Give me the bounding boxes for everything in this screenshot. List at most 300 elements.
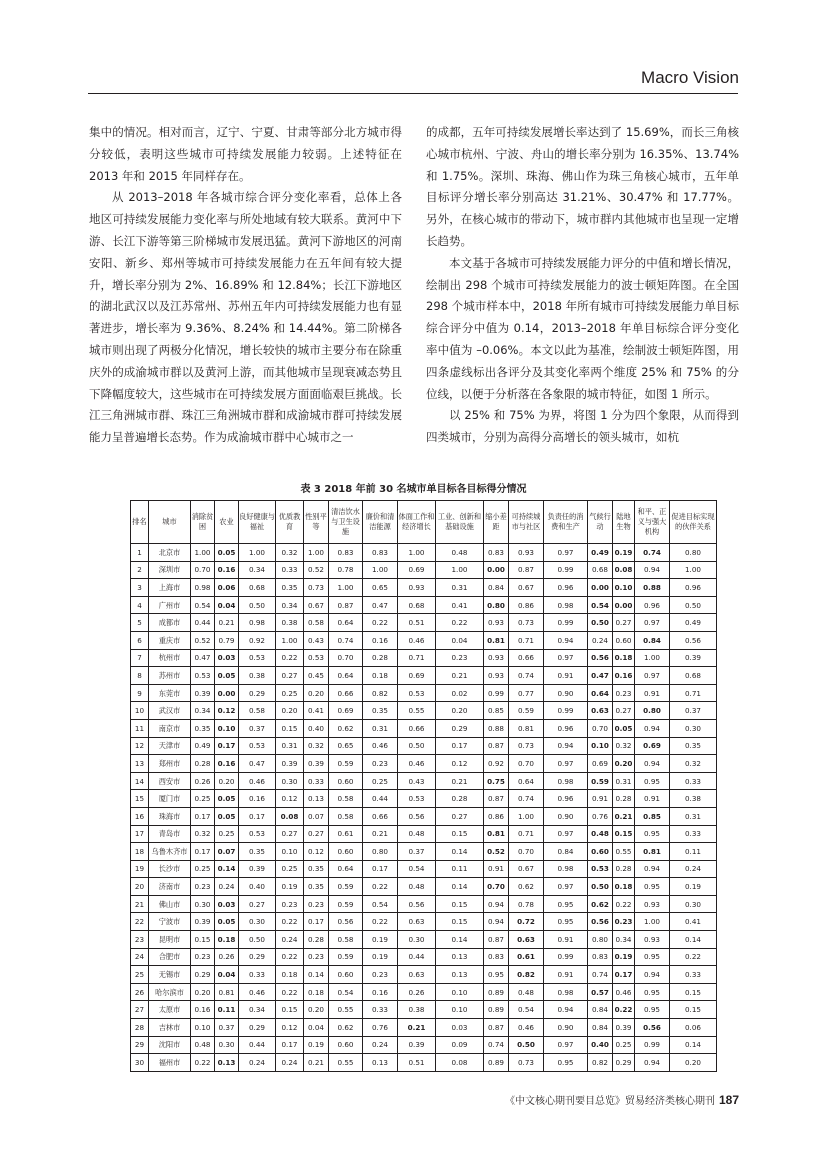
- score-cell: 0.51: [398, 614, 436, 632]
- rank-cell: 9: [131, 684, 149, 702]
- column-header: 城市: [149, 501, 191, 544]
- score-cell: 0.27: [276, 825, 304, 843]
- score-cell: 0.95: [635, 948, 670, 966]
- score-cell: 0.19: [304, 1036, 329, 1054]
- score-cell: 0.10: [613, 579, 635, 597]
- score-cell: 0.22: [363, 614, 398, 632]
- city-cell: 深圳市: [149, 561, 191, 579]
- table-row: [131, 631, 717, 649]
- score-cell: 0.84: [588, 1019, 613, 1037]
- score-cell: 0.61: [509, 948, 544, 966]
- city-cell: 杭州市: [149, 649, 191, 667]
- score-cell: 0.97: [544, 649, 588, 667]
- score-cell: 0.34: [276, 596, 304, 614]
- score-cell: 0.10: [588, 737, 613, 755]
- score-cell: 0.17: [436, 737, 484, 755]
- score-cell: 0.98: [544, 596, 588, 614]
- rank-cell: 1: [131, 544, 149, 562]
- score-cell: 0.05: [215, 544, 239, 562]
- rank-cell: 28: [131, 1019, 149, 1037]
- score-cell: 0.83: [484, 948, 509, 966]
- table-row: [131, 807, 717, 825]
- table-row: [131, 755, 717, 773]
- score-cell: 0.44: [239, 1036, 276, 1054]
- score-cell: 0.48: [588, 825, 613, 843]
- score-cell: 0.60: [613, 631, 635, 649]
- score-cell: 0.06: [215, 579, 239, 597]
- score-cell: 0.33: [304, 772, 329, 790]
- score-cell: 0.55: [398, 702, 436, 720]
- score-cell: 0.93: [398, 579, 436, 597]
- score-cell: 0.97: [635, 667, 670, 685]
- score-cell: 0.66: [509, 649, 544, 667]
- score-cell: 0.25: [613, 1036, 635, 1054]
- rank-cell: 13: [131, 755, 149, 773]
- score-cell: 0.81: [215, 983, 239, 1001]
- score-cell: 0.94: [635, 860, 670, 878]
- score-cell: 0.31: [276, 737, 304, 755]
- score-cell: 0.30: [398, 931, 436, 949]
- score-cell: 0.99: [484, 684, 509, 702]
- score-cell: 0.38: [239, 667, 276, 685]
- score-cell: 0.15: [191, 931, 215, 949]
- table-row: [131, 843, 717, 861]
- score-cell: 0.94: [484, 895, 509, 913]
- score-cell: 0.95: [635, 983, 670, 1001]
- table-row: [131, 860, 717, 878]
- score-cell: 0.46: [363, 737, 398, 755]
- table-row: [131, 667, 717, 685]
- column-header: 陆地生物: [613, 501, 635, 544]
- score-cell: 0.24: [276, 931, 304, 949]
- score-cell: 0.87: [484, 931, 509, 949]
- score-cell: 0.29: [191, 966, 215, 984]
- score-cell: 0.93: [484, 649, 509, 667]
- city-cell: 上海市: [149, 579, 191, 597]
- score-cell: 0.91: [588, 790, 613, 808]
- score-cell: 0.22: [436, 614, 484, 632]
- score-cell: 0.16: [363, 983, 398, 1001]
- score-cell: 0.48: [398, 878, 436, 896]
- score-cell: 0.25: [215, 825, 239, 843]
- score-cell: 0.11: [215, 1001, 239, 1019]
- score-cell: 0.59: [329, 948, 363, 966]
- score-cell: 0.14: [436, 931, 484, 949]
- rank-cell: 18: [131, 843, 149, 861]
- score-cell: 0.92: [239, 631, 276, 649]
- score-cell: 0.39: [398, 1036, 436, 1054]
- score-cell: 0.68: [398, 596, 436, 614]
- score-cell: 0.38: [398, 1001, 436, 1019]
- score-cell: 0.46: [613, 983, 635, 1001]
- table-row: [131, 966, 717, 984]
- score-cell: 0.25: [276, 684, 304, 702]
- score-cell: 0.68: [588, 561, 613, 579]
- rank-cell: 12: [131, 737, 149, 755]
- score-cell: 0.67: [509, 579, 544, 597]
- left-text-column: [89, 122, 402, 449]
- score-cell: 0.26: [191, 772, 215, 790]
- column-header: 良好健康与福祉: [239, 501, 276, 544]
- city-cell: 福州市: [149, 1054, 191, 1072]
- score-cell: 0.25: [276, 860, 304, 878]
- score-cell: 0.85: [484, 702, 509, 720]
- table-row: [131, 790, 717, 808]
- score-cell: 0.91: [484, 860, 509, 878]
- score-cell: 0.98: [191, 579, 215, 597]
- score-cell: 0.14: [436, 843, 484, 861]
- column-header: 排名: [131, 501, 149, 544]
- score-cell: 0.17: [215, 737, 239, 755]
- score-cell: 0.50: [239, 931, 276, 949]
- rank-cell: 5: [131, 614, 149, 632]
- score-cell: 0.02: [436, 684, 484, 702]
- score-cell: 0.60: [329, 966, 363, 984]
- score-cell: 0.60: [329, 1036, 363, 1054]
- score-cell: 0.30: [239, 913, 276, 931]
- score-cell: 0.69: [329, 702, 363, 720]
- score-cell: 0.28: [304, 931, 329, 949]
- table-body: [131, 544, 717, 1072]
- table-row: [131, 544, 717, 562]
- score-cell: 0.95: [484, 966, 509, 984]
- score-cell: 0.71: [670, 684, 717, 702]
- score-cell: 0.59: [329, 878, 363, 896]
- score-cell: 0.27: [304, 825, 329, 843]
- score-cell: 0.87: [509, 561, 544, 579]
- score-cell: 0.84: [635, 631, 670, 649]
- score-cell: 0.29: [613, 1054, 635, 1072]
- score-cell: 0.59: [509, 702, 544, 720]
- rank-cell: 27: [131, 1001, 149, 1019]
- table-row: [131, 614, 717, 632]
- score-cell: 0.28: [363, 649, 398, 667]
- score-cell: 0.55: [329, 1054, 363, 1072]
- score-cell: 0.58: [304, 614, 329, 632]
- score-cell: 0.83: [588, 948, 613, 966]
- score-cell: 0.15: [436, 825, 484, 843]
- score-cell: 0.98: [544, 772, 588, 790]
- score-cell: 0.13: [304, 790, 329, 808]
- score-cell: 0.21: [304, 1054, 329, 1072]
- score-cell: 0.74: [635, 544, 670, 562]
- score-cell: 0.66: [398, 719, 436, 737]
- score-cell: 0.98: [544, 860, 588, 878]
- city-cell: 北京市: [149, 544, 191, 562]
- column-header: 性别平等: [304, 501, 329, 544]
- table-row: [131, 596, 717, 614]
- table-row: [131, 983, 717, 1001]
- table-header-row: [131, 501, 717, 544]
- score-cell: 0.23: [304, 948, 329, 966]
- score-cell: 0.54: [509, 1001, 544, 1019]
- score-cell: 0.32: [613, 737, 635, 755]
- table-row: [131, 561, 717, 579]
- score-cell: 0.50: [670, 596, 717, 614]
- score-cell: 0.23: [304, 895, 329, 913]
- score-cell: 1.00: [239, 544, 276, 562]
- score-cell: 0.00: [484, 561, 509, 579]
- score-cell: 0.35: [191, 719, 215, 737]
- score-cell: 0.05: [215, 913, 239, 931]
- score-cell: 0.69: [588, 755, 613, 773]
- score-cell: 0.22: [363, 878, 398, 896]
- score-cell: 0.05: [613, 719, 635, 737]
- score-cell: 0.46: [398, 755, 436, 773]
- score-cell: 0.18: [363, 667, 398, 685]
- score-cell: 0.62: [588, 895, 613, 913]
- score-cell: 0.84: [484, 579, 509, 597]
- score-cell: 0.21: [436, 772, 484, 790]
- score-cell: 0.38: [670, 790, 717, 808]
- rank-cell: 25: [131, 966, 149, 984]
- score-cell: 0.32: [670, 755, 717, 773]
- table-row: [131, 1001, 717, 1019]
- city-cell: 吉林市: [149, 1019, 191, 1037]
- city-cell: 合肥市: [149, 948, 191, 966]
- score-cell: 0.44: [363, 790, 398, 808]
- score-cell: 0.63: [509, 931, 544, 949]
- score-cell: 0.66: [329, 684, 363, 702]
- city-cell: 苏州市: [149, 667, 191, 685]
- score-cell: 0.11: [436, 860, 484, 878]
- score-cell: 1.00: [329, 579, 363, 597]
- score-cell: 0.14: [436, 878, 484, 896]
- score-cell: 0.53: [239, 737, 276, 755]
- score-cell: 0.39: [191, 684, 215, 702]
- score-cell: 0.29: [239, 684, 276, 702]
- score-cell: 0.64: [588, 684, 613, 702]
- score-cell: 0.76: [363, 1019, 398, 1037]
- score-cell: 0.83: [484, 544, 509, 562]
- table-row: [131, 1036, 717, 1054]
- score-cell: 0.43: [398, 772, 436, 790]
- rank-cell: 20: [131, 878, 149, 896]
- table-row: [131, 719, 717, 737]
- score-cell: 0.62: [509, 878, 544, 896]
- city-cell: 无锡市: [149, 966, 191, 984]
- score-cell: 0.53: [588, 860, 613, 878]
- score-cell: 0.25: [363, 772, 398, 790]
- score-cell: 0.22: [363, 913, 398, 931]
- score-cell: 0.71: [509, 631, 544, 649]
- right-text-column: [426, 122, 739, 449]
- score-cell: 0.58: [239, 702, 276, 720]
- score-cell: 0.59: [588, 772, 613, 790]
- column-header: 负责任的消费和生产: [544, 501, 588, 544]
- score-cell: 0.31: [436, 579, 484, 597]
- score-cell: 0.52: [191, 631, 215, 649]
- score-cell: 0.30: [276, 772, 304, 790]
- score-cell: 0.94: [544, 631, 588, 649]
- score-cell: 0.65: [329, 737, 363, 755]
- score-cell: 0.89: [484, 1054, 509, 1072]
- score-cell: 0.56: [329, 913, 363, 931]
- column-header: 和平、正义与强大机构: [635, 501, 670, 544]
- score-cell: 0.52: [484, 843, 509, 861]
- score-cell: 0.21: [215, 614, 239, 632]
- score-cell: 0.25: [191, 860, 215, 878]
- score-cell: 0.24: [239, 1054, 276, 1072]
- score-cell: 0.00: [588, 579, 613, 597]
- score-cell: 0.98: [544, 983, 588, 1001]
- score-cell: 0.48: [509, 983, 544, 1001]
- score-cell: 0.80: [670, 544, 717, 562]
- score-cell: 0.91: [544, 667, 588, 685]
- city-cell: 重庆市: [149, 631, 191, 649]
- score-cell: 0.94: [635, 1054, 670, 1072]
- score-cell: 0.41: [304, 702, 329, 720]
- score-cell: 0.82: [363, 684, 398, 702]
- score-cell: 0.30: [191, 895, 215, 913]
- column-header: 廉价和清洁能源: [363, 501, 398, 544]
- score-cell: 0.48: [191, 1036, 215, 1054]
- score-cell: 0.93: [635, 931, 670, 949]
- score-cell: 0.16: [215, 755, 239, 773]
- score-cell: 0.86: [484, 807, 509, 825]
- score-cell: 0.33: [670, 825, 717, 843]
- score-cell: 0.13: [436, 948, 484, 966]
- score-cell: 0.74: [588, 966, 613, 984]
- score-cell: 0.49: [191, 737, 215, 755]
- rank-cell: 17: [131, 825, 149, 843]
- score-cell: 0.66: [363, 807, 398, 825]
- score-cell: 0.27: [613, 702, 635, 720]
- score-cell: 0.21: [436, 667, 484, 685]
- score-cell: 1.00: [509, 807, 544, 825]
- rank-cell: 10: [131, 702, 149, 720]
- score-cell: 0.93: [484, 667, 509, 685]
- score-cell: 0.46: [239, 772, 276, 790]
- score-cell: 0.70: [484, 878, 509, 896]
- score-cell: 0.18: [613, 878, 635, 896]
- score-cell: 0.32: [191, 825, 215, 843]
- score-cell: 0.14: [670, 931, 717, 949]
- score-cell: 0.55: [613, 843, 635, 861]
- rank-cell: 19: [131, 860, 149, 878]
- score-cell: 0.29: [436, 719, 484, 737]
- score-cell: 0.34: [239, 1001, 276, 1019]
- city-cell: 南京市: [149, 719, 191, 737]
- score-cell: 0.70: [588, 719, 613, 737]
- score-cell: 0.64: [509, 772, 544, 790]
- city-cell: 成都市: [149, 614, 191, 632]
- score-cell: 0.53: [239, 649, 276, 667]
- table-row: [131, 684, 717, 702]
- column-header: 促进目标实现的伙伴关系: [670, 501, 717, 544]
- score-cell: 0.62: [329, 719, 363, 737]
- score-cell: 1.00: [398, 544, 436, 562]
- score-cell: 0.61: [329, 825, 363, 843]
- score-cell: 0.13: [215, 1054, 239, 1072]
- score-cell: 0.37: [670, 702, 717, 720]
- score-cell: 0.23: [613, 684, 635, 702]
- score-cell: 0.15: [670, 1001, 717, 1019]
- score-cell: 0.10: [436, 1001, 484, 1019]
- score-cell: 0.74: [329, 631, 363, 649]
- score-cell: 0.53: [398, 790, 436, 808]
- score-cell: 0.12: [215, 702, 239, 720]
- city-cell: 乌鲁木齐市: [149, 843, 191, 861]
- score-cell: 0.00: [215, 684, 239, 702]
- score-cell: 0.77: [509, 684, 544, 702]
- score-cell: 0.04: [304, 1019, 329, 1037]
- score-cell: 0.20: [215, 772, 239, 790]
- score-cell: 0.49: [670, 614, 717, 632]
- score-cell: 0.83: [329, 544, 363, 562]
- score-cell: 0.39: [239, 860, 276, 878]
- score-cell: 0.55: [329, 1001, 363, 1019]
- score-cell: 0.87: [484, 790, 509, 808]
- score-cell: 0.17: [304, 913, 329, 931]
- score-cell: 0.70: [509, 843, 544, 861]
- score-cell: 0.04: [215, 966, 239, 984]
- score-cell: 0.20: [436, 702, 484, 720]
- score-cell: 0.15: [276, 719, 304, 737]
- score-cell: 0.32: [304, 737, 329, 755]
- score-cell: 0.28: [613, 860, 635, 878]
- score-cell: 0.38: [276, 614, 304, 632]
- city-cell: 西安市: [149, 772, 191, 790]
- score-cell: 0.05: [215, 667, 239, 685]
- score-cell: 0.21: [363, 825, 398, 843]
- score-cell: 0.87: [329, 596, 363, 614]
- city-cell: 沈阳市: [149, 1036, 191, 1054]
- score-cell: 0.97: [544, 1036, 588, 1054]
- score-cell: 0.87: [484, 737, 509, 755]
- score-cell: 0.50: [398, 737, 436, 755]
- score-cell: 0.10: [276, 843, 304, 861]
- score-cell: 0.16: [215, 561, 239, 579]
- score-cell: 0.87: [484, 1019, 509, 1037]
- score-cell: 0.69: [635, 737, 670, 755]
- score-cell: 0.39: [670, 649, 717, 667]
- score-cell: 0.15: [436, 913, 484, 931]
- table-caption: 表 3 2018 年前 30 名城市单目标各目标得分情况: [300, 484, 527, 495]
- score-cell: 0.54: [191, 596, 215, 614]
- score-cell: 0.96: [635, 596, 670, 614]
- score-cell: 0.07: [215, 843, 239, 861]
- score-cell: 0.70: [191, 561, 215, 579]
- score-cell: 0.72: [509, 913, 544, 931]
- score-cell: 0.16: [191, 1001, 215, 1019]
- score-cell: 0.97: [544, 878, 588, 896]
- score-cell: 0.11: [670, 843, 717, 861]
- score-cell: 0.39: [276, 755, 304, 773]
- score-cell: 0.31: [363, 719, 398, 737]
- score-cell: 0.50: [239, 596, 276, 614]
- score-cell: 0.33: [276, 561, 304, 579]
- score-cell: 0.54: [329, 983, 363, 1001]
- score-cell: 0.27: [276, 667, 304, 685]
- score-cell: 0.00: [613, 596, 635, 614]
- table-row: [131, 772, 717, 790]
- score-cell: 0.81: [484, 631, 509, 649]
- score-cell: 0.97: [544, 825, 588, 843]
- score-cell: 0.47: [239, 755, 276, 773]
- table-row: [131, 825, 717, 843]
- score-cell: 0.18: [304, 983, 329, 1001]
- score-cell: 0.12: [304, 843, 329, 861]
- score-cell: 0.23: [436, 649, 484, 667]
- score-cell: 0.63: [398, 913, 436, 931]
- city-cell: 珠海市: [149, 807, 191, 825]
- score-cell: 0.26: [215, 948, 239, 966]
- score-cell: 0.17: [613, 966, 635, 984]
- score-cell: 0.35: [304, 878, 329, 896]
- score-cell: 0.71: [509, 825, 544, 843]
- table-row: [131, 702, 717, 720]
